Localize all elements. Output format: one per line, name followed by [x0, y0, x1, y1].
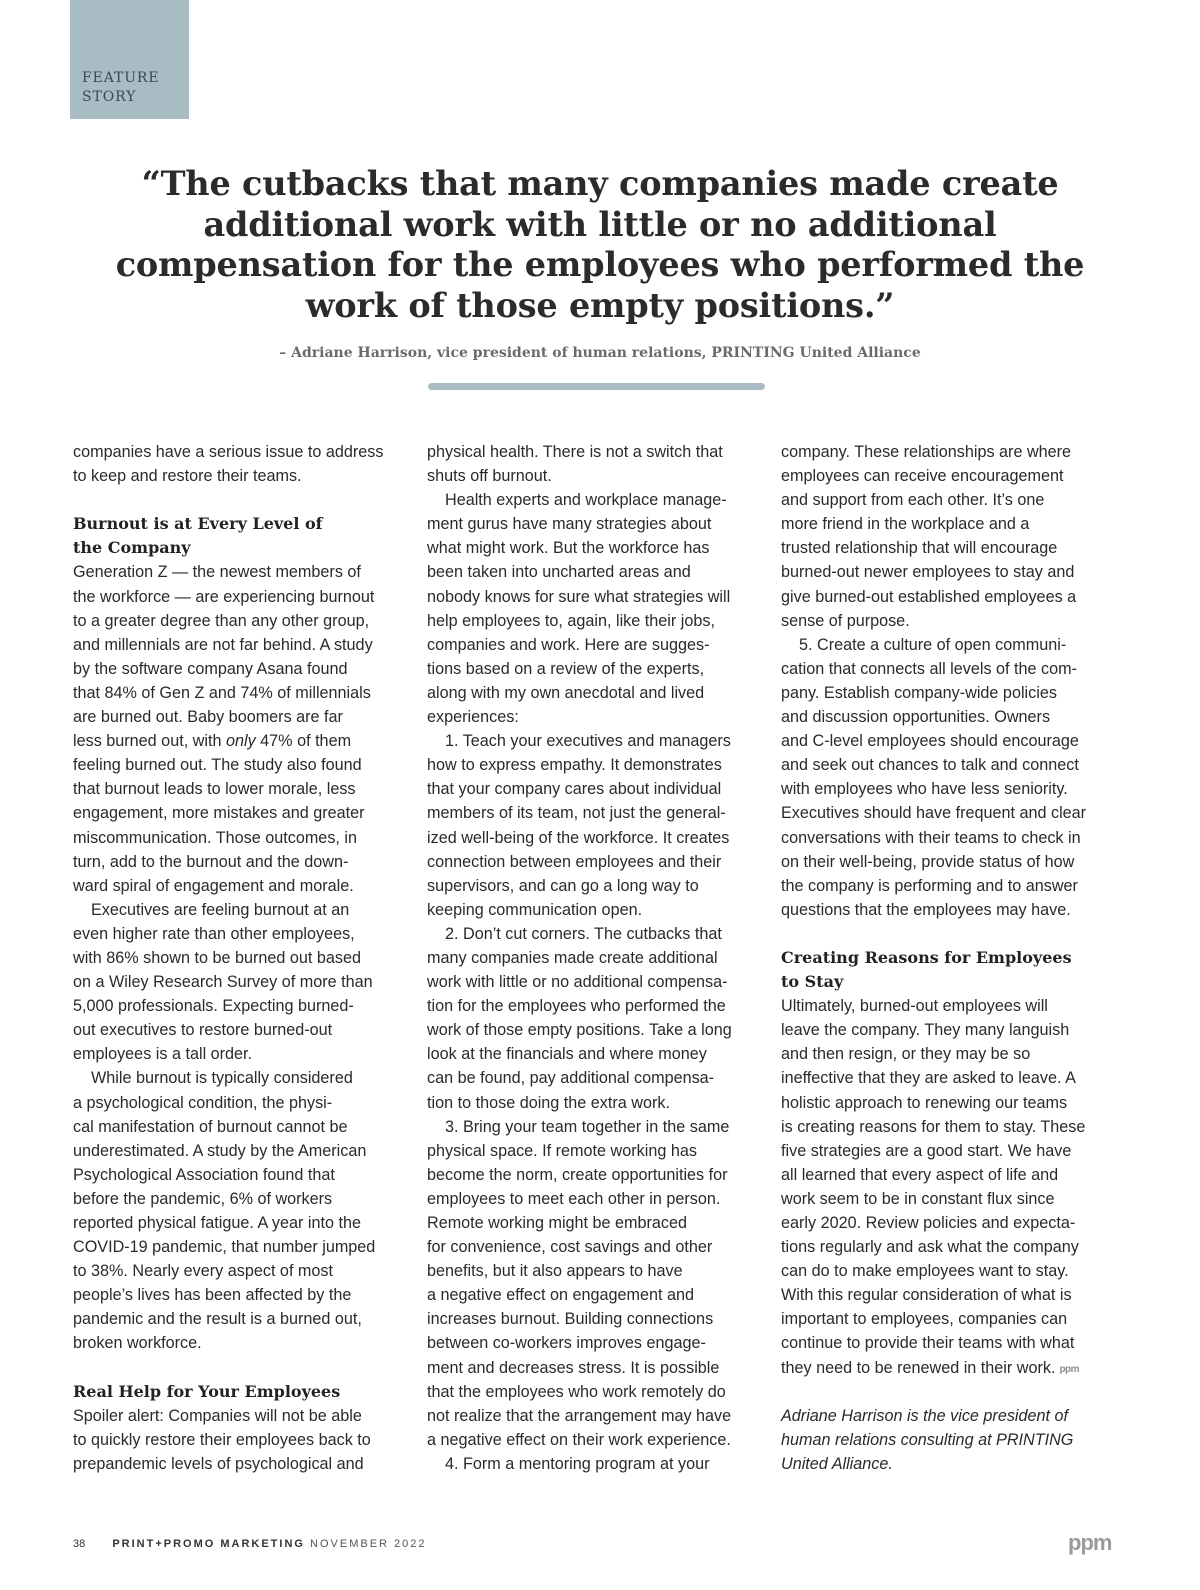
section-tag-line1: FEATURE	[82, 70, 160, 86]
text-line: important to employees, companies can	[781, 1310, 1068, 1329]
section-tag	[70, 0, 189, 119]
text-line: employees is a tall order.	[73, 1045, 253, 1064]
text-line: 2. Don’t cut corners. The cutbacks that	[445, 924, 722, 943]
author-bio-line: Adriane Harrison is the vice president of	[781, 1406, 1069, 1425]
text-line: what might work. But the workforce has	[427, 539, 710, 558]
text-line: conversations with their teams to check in	[781, 828, 1081, 847]
text-line: tions regularly and ask what the company	[781, 1238, 1079, 1257]
spacer	[73, 1356, 413, 1380]
text-line: cation that connects all levels of the com-	[781, 659, 1078, 678]
text-line: help employees to, again, like their jobs,	[427, 611, 715, 630]
text-line: ward spiral of engagement and morale.	[73, 876, 354, 895]
text-line: continue to provide their teams with what	[781, 1334, 1075, 1353]
text-line: 3. Bring your team together in the same	[445, 1117, 730, 1136]
text-line: keeping communication open.	[427, 900, 643, 919]
ppm-logo-icon: ppm	[1068, 1530, 1112, 1555]
text-line: COVID-19 pandemic, that number jumped	[73, 1238, 376, 1257]
issue-date: NOVEMBER 2022	[310, 1538, 427, 1550]
text-line: employees to meet each other in person.	[427, 1189, 721, 1208]
text-line: out executives to restore burned-out	[73, 1021, 333, 1040]
text-segment: they need to be renewed in their work.	[781, 1358, 1056, 1377]
text-line: increases burnout. Building connections	[427, 1310, 714, 1329]
text-line: underestimated. A study by the American	[73, 1141, 367, 1160]
text-line: to 38%. Nearly every aspect of most	[73, 1262, 334, 1281]
text-line: are burned out. Baby boomers are far	[73, 708, 343, 727]
article-column-2	[427, 440, 767, 1476]
text-line: tions based on a review of the experts,	[427, 659, 705, 678]
text-line: before the pandemic, 6% of workers	[73, 1189, 333, 1208]
text-line: 4. Form a mentoring program at your	[445, 1454, 710, 1473]
text-line: 1. Teach your executives and managers	[445, 732, 731, 751]
divider-rule	[428, 383, 765, 390]
page-footer	[73, 1538, 427, 1554]
magazine-name: PRINT+PROMO MARKETING	[112, 1538, 305, 1550]
text-line: miscommunication. Those outcomes, in	[73, 828, 358, 847]
text-line: engagement, more mistakes and greater	[73, 804, 365, 823]
text-line: on their well-being, provide status of how	[781, 852, 1075, 871]
text-line: sense of purpose.	[781, 611, 910, 630]
pull-quote-attribution: – Adriane Harrison, vice president of human relations, PRINTING United Alliance	[279, 345, 921, 361]
text-line: ized well-being of the workforce. It creates	[427, 828, 730, 847]
text-segment: less burned out, with	[73, 732, 226, 751]
text-line: with employees who have less seniority.	[781, 780, 1068, 799]
text-line: the workforce — are experiencing burnout	[73, 587, 375, 606]
text-line: companies have a serious issue to address	[73, 443, 384, 461]
text-line: physical health. There is not a switch that	[427, 443, 723, 461]
text-line: broken workforce.	[73, 1334, 202, 1353]
text-line: for convenience, cost savings and other	[427, 1238, 713, 1257]
text-line: and discussion opportunities. Owners	[781, 708, 1051, 727]
spacer	[781, 1380, 1121, 1404]
text-line: to keep and restore their teams.	[73, 467, 302, 486]
spacer	[73, 488, 413, 512]
text-line: ment gurus have many strategies about	[427, 515, 712, 534]
italic-emphasis: only	[225, 732, 256, 751]
text-line: tion to those doing the extra work.	[427, 1093, 670, 1112]
text-line: 5,000 professionals. Expecting burned-	[73, 997, 354, 1016]
text-line: ineffective that they are asked to leave. A	[781, 1069, 1076, 1088]
text-line: supervisors, and can go a long way to	[427, 876, 699, 895]
section-heading: Real Help for Your Employees	[73, 1381, 341, 1401]
text-line: many companies made create additional	[427, 948, 718, 967]
text-line: people’s lives has been affected by the	[73, 1286, 352, 1305]
text-line: benefits, but it also appears to have	[427, 1262, 683, 1281]
text-line: Health experts and workplace manage-	[445, 491, 727, 510]
text-line: that your company cares about individual	[427, 780, 722, 799]
text-line: cal manifestation of burnout cannot be	[73, 1117, 348, 1136]
text-line: burned-out newer employees to stay and	[781, 563, 1075, 582]
text-line: pandemic and the result is a burned out,	[73, 1310, 362, 1329]
text-line: on a Wiley Research Survey of more than	[73, 973, 373, 992]
pull-quote-line: additional work with little or no additional	[203, 204, 997, 244]
text-line: that the employees who work remotely do	[427, 1382, 726, 1401]
text-line: a psychological condition, the physi-	[73, 1093, 333, 1112]
text-line: pany. Establish company-wide policies	[781, 683, 1057, 702]
text-line: Executives should have frequent and clear	[781, 804, 1087, 823]
text-line: to quickly restore their employees back to	[73, 1430, 371, 1449]
text-line: look at the financials and where money	[427, 1045, 707, 1064]
text-line: Generation Z — the newest members of	[73, 563, 361, 582]
text-line: work of those empty positions. Take a long	[427, 1021, 732, 1040]
author-bio-line: human relations consulting at PRINTING	[781, 1430, 1074, 1449]
pull-quote-line: “The cutbacks that many companies made create	[141, 164, 1059, 203]
text-line: 5. Create a culture of open communi-	[799, 635, 1067, 654]
text-line: nobody knows for sure what strategies will	[427, 587, 731, 606]
text-line: and C-level employees should encourage	[781, 732, 1079, 751]
text-line: physical space. If remote working has	[427, 1141, 697, 1160]
text-line: how to express empathy. It demonstrates	[427, 756, 722, 775]
text-line: company. These relationships are where	[781, 443, 1072, 461]
text-line: Executives are feeling burnout at an	[91, 900, 350, 919]
text-line: Ultimately, burned-out employees will	[781, 997, 1048, 1016]
text-line: all learned that every aspect of life and	[781, 1165, 1059, 1184]
author-bio-line: United Alliance.	[781, 1454, 893, 1473]
text-line: a negative effect on engagement and	[427, 1286, 695, 1305]
text-line: prepandemic levels of psychological and	[73, 1454, 364, 1473]
text-line: can do to make employees want to stay.	[781, 1262, 1069, 1281]
text-line: trusted relationship that will encourage	[781, 539, 1058, 558]
text-line: and millennials are not far behind. A study	[73, 635, 373, 654]
text-line: that 84% of Gen Z and 74% of millennials	[73, 683, 371, 702]
text-line: questions that the employees may have.	[781, 900, 1071, 919]
text-line: is creating reasons for them to stay. These	[781, 1117, 1086, 1136]
page-number: 38	[73, 1538, 86, 1550]
text-line: not realize that the arrangement may have	[427, 1406, 732, 1425]
text-line: that burnout leads to lower morale, less	[73, 780, 356, 799]
text-line: give burned-out established employees a	[781, 587, 1077, 606]
text-line: members of its team, not just the general-	[427, 804, 726, 823]
text-line: between co-workers improves engage-	[427, 1334, 706, 1353]
section-heading: the Company	[73, 538, 191, 558]
end-mark-logo: ppm	[1059, 1363, 1080, 1375]
text-line: experiences:	[427, 708, 519, 727]
text-line: more friend in the workplace and a	[781, 515, 1030, 534]
section-heading: to Stay	[781, 972, 844, 992]
text-line: shuts off burnout.	[427, 467, 552, 486]
text-line: and then resign, or they may be so	[781, 1045, 1031, 1064]
text-line	[73, 729, 413, 753]
text-line: reported physical fatigue. A year into the	[73, 1214, 361, 1232]
spacer	[781, 922, 1121, 946]
text-line: and support from each other. It’s one	[781, 491, 1045, 510]
text-line: Psychological Association found that	[73, 1165, 335, 1184]
text-line: companies and work. Here are sugges-	[427, 635, 710, 654]
pull-quote	[90, 164, 1110, 326]
pull-quote-line: work of those empty positions.”	[305, 285, 895, 325]
text-line: along with my own anecdotal and lived	[427, 683, 705, 702]
article-column-3	[781, 440, 1121, 1476]
pull-quote-line: compensation for the employees who performed the	[115, 245, 1085, 284]
text-line: by the software company Asana found	[73, 659, 348, 678]
text-line: with 86% shown to be burned out based	[73, 948, 361, 967]
text-line: leave the company. They many languish	[781, 1021, 1070, 1040]
text-line: turn, add to the burnout and the down-	[73, 852, 349, 871]
section-heading: Creating Reasons for Employees	[781, 947, 1072, 967]
text-line: ment and decreases stress. It is possible	[427, 1358, 720, 1377]
text-line: employees can receive encouragement	[781, 467, 1064, 486]
text-line: early 2020. Review policies and expecta-	[781, 1214, 1076, 1232]
text-segment: 47% of them	[255, 732, 352, 751]
text-line: holistic approach to renewing our teams	[781, 1093, 1068, 1112]
text-line: connection between employees and their	[427, 852, 722, 871]
section-heading: Burnout is at Every Level of	[73, 514, 323, 534]
text-line: been taken into uncharted areas and	[427, 563, 691, 582]
text-line: With this regular consideration of what is	[781, 1286, 1072, 1305]
text-line: can be found, pay additional compensa-	[427, 1069, 715, 1088]
text-line: five strategies are a good start. We have	[781, 1141, 1072, 1160]
text-line	[781, 1356, 1121, 1380]
text-line: become the norm, create opportunities for	[427, 1165, 728, 1184]
text-line: While burnout is typically considered	[91, 1069, 353, 1088]
text-line: and seek out chances to talk and connect	[781, 756, 1079, 775]
text-line: Remote working might be embraced	[427, 1214, 688, 1232]
text-line: work with little or no additional compensa-	[427, 973, 728, 992]
text-line: even higher rate than other employees,	[73, 924, 355, 943]
text-line: feeling burned out. The study also found	[73, 756, 362, 775]
text-line: the company is performing and to answer	[781, 876, 1078, 895]
article-column-1	[73, 440, 413, 1476]
text-line: Spoiler alert: Companies will not be able	[73, 1406, 362, 1425]
text-line: a negative effect on their work experience.	[427, 1430, 731, 1449]
text-line: to a greater degree than any other group,	[73, 611, 370, 630]
section-tag-line2: STORY	[82, 89, 137, 105]
text-line: tion for the employees who performed the	[427, 997, 726, 1016]
text-line: work seem to be in constant flux since	[781, 1189, 1055, 1208]
